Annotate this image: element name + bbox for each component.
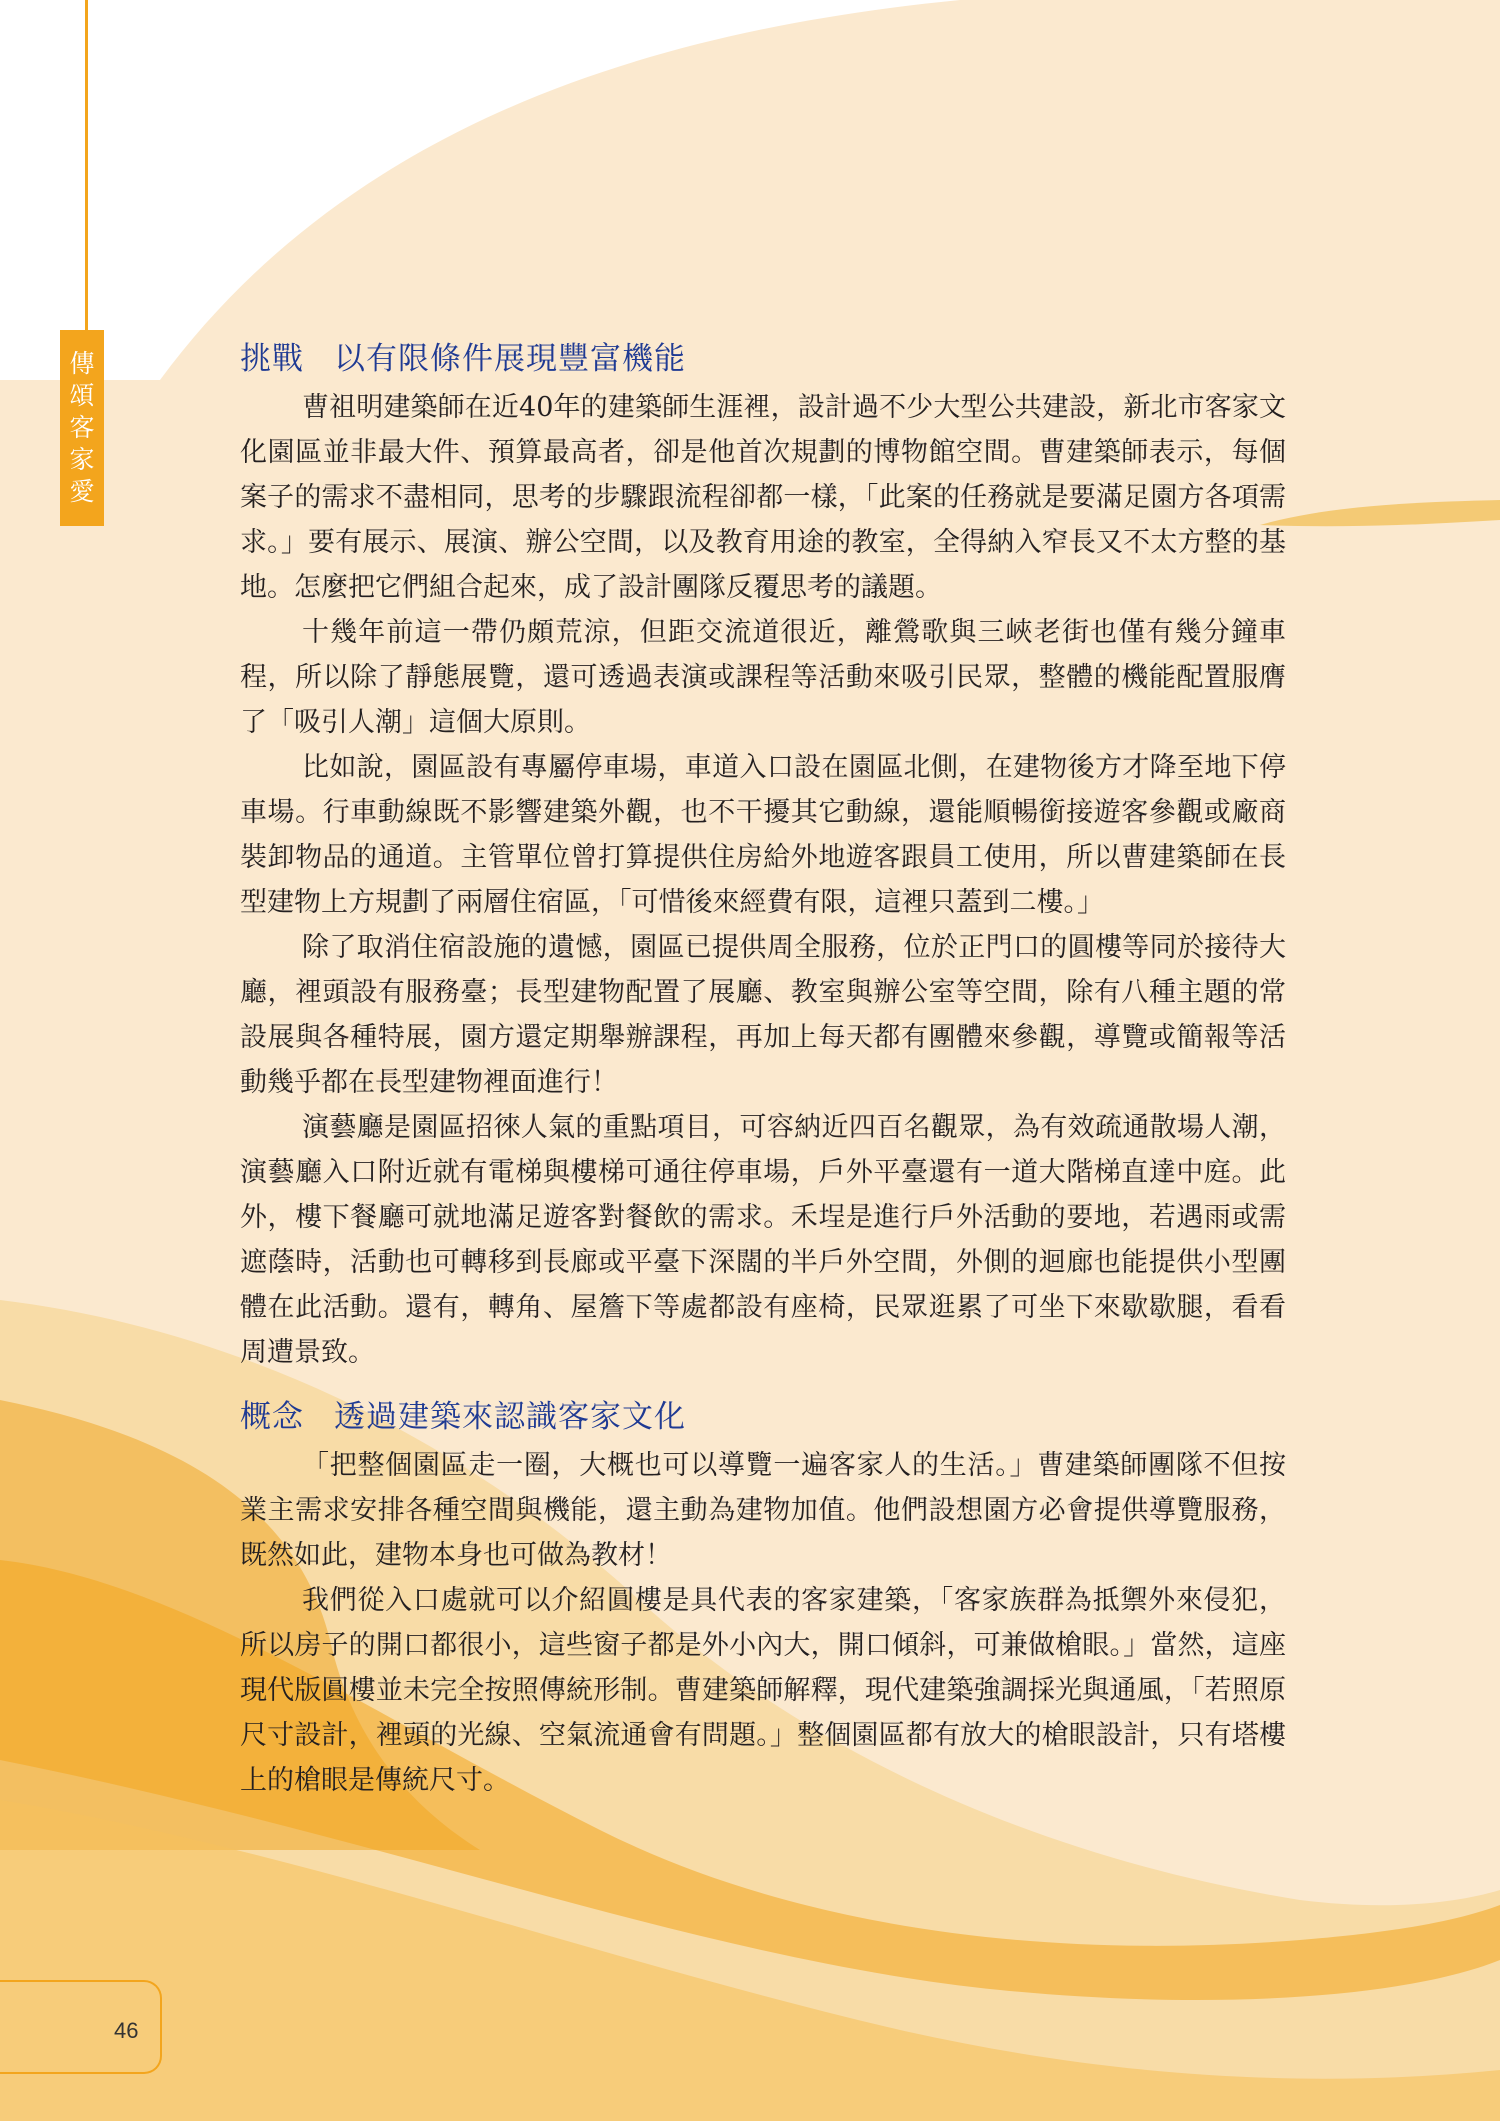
section-tab-char: 客 [69,413,95,442]
heading-label: 挑戰 [240,341,304,377]
paragraph: 「把整個園區走一圈，大概也可以導覽一遍客家人的生活。」曹建築師團隊不但按業主需求安排各種空間與機能，還主動為建物加值。他們設想園方必會提供導覽服務，既然如此，建物本身也可做為教材！ [240,1450,1286,1571]
paragraph: 演藝廳是園區招徠人氣的重點項目，可容納近四百名觀眾，為有效疏通散場人潮，演藝廳入口附近就有電梯與樓梯可通往停車場，戶外平臺還有一道大階梯直達中庭。此外，樓下餐廳可就地滿足遊客對餐飲的需求。禾埕是進行戶外活動的要地，若遇雨或需遮蔭時，活動也可轉移到長廊或平臺下深闊的半戶外空間，外側的迴廊也能提供小型團體在此活動。還有，轉角、屋簷下等處都設有座椅，民眾逛累了可坐下來歇歇腿，看看周遭景致。 [240,1112,1286,1368]
paragraph: 我們從入口處就可以介紹圓樓是具代表的客家建築，「客家族群為抵禦外來侵犯，所以房子的開口都很小，這些窗子都是外小內大，開口傾斜，可兼做槍眼。」當然，這座現代版圓樓並未完全按照傳統形制。曹建築師解釋，現代建築強調採光與通風，「若照原尺寸設計，裡頭的光線、空氣流通會有問題。」整個園區都有放大的槍眼設計，只有塔樓上的槍眼是傳統尺寸。 [240,1585,1286,1796]
section-tab [60,330,104,526]
section-tab-char: 家 [69,445,95,474]
paragraph: 曹祖明建築師在近40年的建築師生涯裡，設計過不少大型公共建設，新北市客家文化園區並非最大件、預算最高者，卻是他首次規劃的博物館空間。曹建築師表示，每個案子的需求不盡相同，思考的步驟跟流程卻都一樣，「此案的任務就是要滿足園方各項需求。」要有展示、展演、辦公空間，以及教育用途的教室，全得納入窄長又不太方整的基地。怎麼把它們組合起來，成了設計團隊反覆思考的議題。 [240,392,1286,603]
heading-label: 概念 [240,1399,304,1435]
paragraph: 比如說，園區設有專屬停車場，車道入口設在園區北側，在建物後方才降至地下停車場。行車動線既不影響建築外觀，也不干擾其它動線，還能順暢銜接遊客參觀或廠商裝卸物品的通道。主管單位曾打算提供住房給外地遊客跟員工使用，所以曹建築師在長型建物上方規劃了兩層住宿區，「可惜後來經費有限，這裡只蓋到二樓。」 [240,752,1286,918]
paragraph: 十幾年前這一帶仍頗荒涼，但距交流道很近，離鶯歌與三峽老街也僅有幾分鐘車程，所以除了靜態展覽，還可透過表演或課程等活動來吸引民眾，整體的機能配置服膺了「吸引人潮」這個大原則。 [240,617,1286,738]
section-tab-char: 頌 [69,381,95,410]
section-tab-char: 傳 [69,349,95,378]
section-tab-char: 愛 [69,477,95,506]
page-number: 46 [114,2018,139,2043]
section-heading [240,333,1286,385]
heading-title: 透過建築來認識客家文化 [334,1399,686,1435]
side-accent-line [85,0,88,330]
article-body [240,333,1286,1803]
white-arc-shape [0,0,960,380]
paragraph: 除了取消住宿設施的遺憾，園區已提供周全服務，位於正門口的圓樓等同於接待大廳，裡頭設有服務臺；長型建物配置了展廳、教室與辦公室等空間，除有八種主題的常設展與各種特展，園方還定期舉辦課程，再加上每天都有團體來參觀，導覽或簡報等活動幾乎都在長型建物裡面進行！ [240,932,1286,1098]
heading-title: 以有限條件展現豐富機能 [334,341,686,377]
section-heading [240,1391,1286,1443]
upper-wave-shape [1260,500,1500,526]
